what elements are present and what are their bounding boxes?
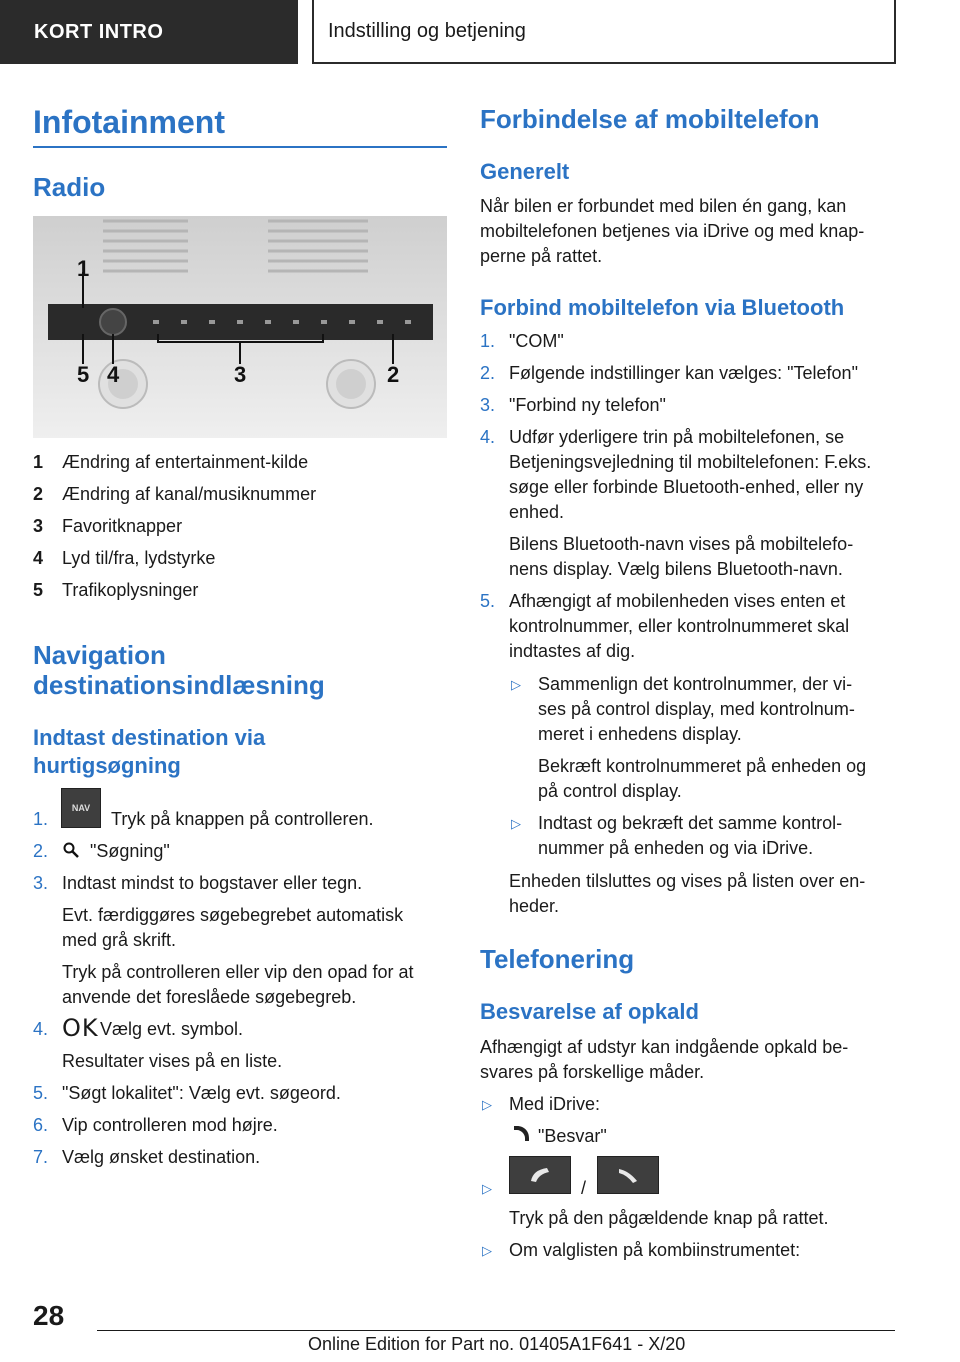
step-text: Afhængigt af mobilenheden vises enten et — [509, 591, 846, 611]
step-number: 5. — [33, 1083, 49, 1103]
paragraph-line: heder. — [509, 896, 560, 916]
step-number: 3. — [33, 873, 49, 893]
paragraph-line: perne på rattet. — [480, 246, 603, 266]
phone-end-icon — [615, 1165, 641, 1185]
step-text: Betjeningsvejledning til mobiltelefonen: F.eks. — [509, 452, 872, 472]
step-number: 6. — [33, 1115, 49, 1135]
subheading-quicksearch: Indtast destination via — [33, 725, 266, 750]
legend-num: 2 — [33, 484, 44, 504]
step-text: "Forbind ny telefon" — [509, 395, 666, 415]
callout-1: 1 — [77, 256, 90, 281]
heading-navigation-2: destinationsindlæsning — [33, 670, 325, 700]
chapter-label: Indstilling og betjening — [328, 19, 526, 42]
step-text: søge eller forbinde Bluetooth-enhed, eller ny — [509, 477, 864, 497]
bullet-text: meret i enhedens display. — [538, 724, 742, 744]
radio-panel-photo — [33, 216, 447, 438]
step-text: Tryk på knappen på controlleren. — [111, 809, 374, 829]
bullet-text: Indtast og bekræft det samme kontrol- — [538, 813, 843, 833]
heading-telephony: Telefonering — [480, 944, 635, 974]
legend-text: Ændring af entertainment-kilde — [62, 452, 309, 472]
bullet-triangle-icon: ▷ — [482, 1097, 492, 1112]
step-detail: med grå skrift. — [62, 930, 177, 950]
paragraph-line: Enheden tilsluttes og vises på listen over en- — [509, 871, 866, 891]
heading-mobile-connection: Forbindelse af mobiltelefon — [480, 104, 820, 134]
bullet-triangle-icon: ▷ — [511, 677, 521, 692]
step-text: Indtast mindst to bogstaver eller tegn. — [62, 873, 363, 893]
legend-text: Trafikoplysninger — [62, 580, 199, 600]
step-number: 1. — [33, 809, 49, 829]
bullet-text: Bekræft kontrolnummeret på enheden og — [538, 756, 867, 776]
radio-panel-illustration — [33, 216, 447, 438]
page-number: 28 — [33, 1300, 65, 1331]
footer-rule — [97, 1330, 895, 1331]
step-text: Udfør yderligere trin på mobiltelefonen, se — [509, 427, 845, 447]
bullet-triangle-icon: ▷ — [482, 1181, 492, 1196]
bullet-triangle-icon: ▷ — [511, 816, 521, 831]
bullet-text: "Besvar" — [538, 1126, 607, 1146]
step-number: 4. — [480, 427, 496, 447]
step-number: 2. — [480, 363, 496, 383]
nav-button-label: NAV — [71, 803, 91, 813]
step-number: 3. — [480, 395, 496, 415]
bullet-text: Om valglisten på kombiinstrumentet: — [509, 1240, 801, 1260]
legend-num: 4 — [33, 548, 44, 568]
bullet-text: på control display. — [538, 781, 682, 801]
bullet-text: Med iDrive: — [509, 1094, 601, 1114]
heading-navigation: Navigation — [33, 640, 166, 670]
step-text: "Søgt lokalitet": Vælg evt. søgeord. — [62, 1083, 341, 1103]
phone-answer-icon — [511, 1124, 533, 1144]
step-text: indtastes af dig. — [509, 641, 636, 661]
step-detail: Evt. færdiggøres søgebegrebet automatisk — [62, 905, 404, 925]
chapter-tab — [312, 0, 896, 64]
ok-icon: OK — [62, 1014, 99, 1042]
footer-edition: Online Edition for Part no. 01405A1F641 - X/20 — [308, 1334, 686, 1354]
step-number: 7. — [33, 1147, 49, 1167]
legend-num: 5 — [33, 580, 44, 600]
paragraph-line: Når bilen er forbundet med bilen én gang, kan — [480, 196, 847, 216]
paragraph-line: mobiltelefonen betjenes via iDrive og med knap- — [480, 221, 865, 241]
phone-answer-icon — [527, 1165, 553, 1185]
paragraph-line: svares på forskellige måder. — [480, 1062, 705, 1082]
step-number: 5. — [480, 591, 496, 611]
legend-text: Ændring af kanal/musiknummer — [62, 484, 317, 504]
bullet-text: Sammenlign det kontrolnummer, der vi- — [538, 674, 853, 694]
step-text: "COM" — [509, 331, 564, 351]
steering-wheel-end-call-button-icon — [597, 1156, 659, 1194]
callout-5: 5 — [77, 362, 90, 387]
heading-rule — [33, 146, 447, 148]
step-text: Vælg ønsket destination. — [62, 1147, 261, 1167]
heading-radio: Radio — [33, 172, 106, 202]
legend-num: 1 — [33, 452, 44, 472]
step-detail: anvende det foreslåede søgebegreb. — [62, 987, 357, 1007]
step-detail: Tryk på controlleren eller vip den opad for at — [62, 962, 414, 982]
legend-num: 3 — [33, 516, 44, 536]
section-label: KORT INTRO — [34, 20, 164, 43]
step-number: 1. — [480, 331, 496, 351]
step-number: 2. — [33, 841, 49, 861]
slash-separator: / — [581, 1178, 587, 1198]
callout-2: 2 — [387, 362, 400, 387]
bullet-text: ses på control display, med kontrolnum- — [538, 699, 855, 719]
legend-text: Lyd til/fra, lydstyrke — [62, 548, 216, 568]
search-icon — [63, 842, 81, 860]
paragraph-line: Afhængigt af udstyr kan indgående opkald be- — [480, 1037, 849, 1057]
subheading-quicksearch-2: hurtigsøgning — [33, 753, 181, 778]
step-text: enhed. — [509, 502, 565, 522]
step-text: Følgende indstillinger kan vælges: "Telefon" — [509, 363, 858, 383]
step-detail: Bilens Bluetooth-navn vises på mobiltelefo- — [509, 534, 854, 554]
callout-4: 4 — [107, 362, 120, 387]
bullet-triangle-icon: ▷ — [482, 1243, 492, 1258]
legend-text: Favoritknapper — [62, 516, 183, 536]
step-number: 4. — [33, 1019, 49, 1039]
step-text: kontrolnummer, eller kontrolnummeret skal — [509, 616, 850, 636]
step-detail: nens display. Vælg bilens Bluetooth-navn. — [509, 559, 843, 579]
step-text: "Søgning" — [90, 841, 170, 861]
steering-wheel-answer-button-icon — [509, 1156, 571, 1194]
heading-infotainment: Infotainment — [33, 104, 225, 140]
subheading-answer-call: Besvarelse af opkald — [480, 999, 699, 1024]
bullet-text: nummer på enheden og via iDrive. — [538, 838, 814, 858]
step-text: Vælg evt. symbol. — [100, 1019, 244, 1039]
callout-3: 3 — [234, 362, 247, 387]
bullet-text: Tryk på den pågældende knap på rattet. — [509, 1208, 829, 1228]
section-tab — [0, 0, 298, 64]
nav-button-icon — [61, 788, 101, 828]
subheading-general: Generelt — [480, 159, 570, 184]
step-text: Vip controlleren mod højre. — [62, 1115, 278, 1135]
step-detail: Resultater vises på en liste. — [62, 1051, 283, 1071]
subheading-bluetooth: Forbind mobiltelefon via Bluetooth — [480, 295, 845, 320]
